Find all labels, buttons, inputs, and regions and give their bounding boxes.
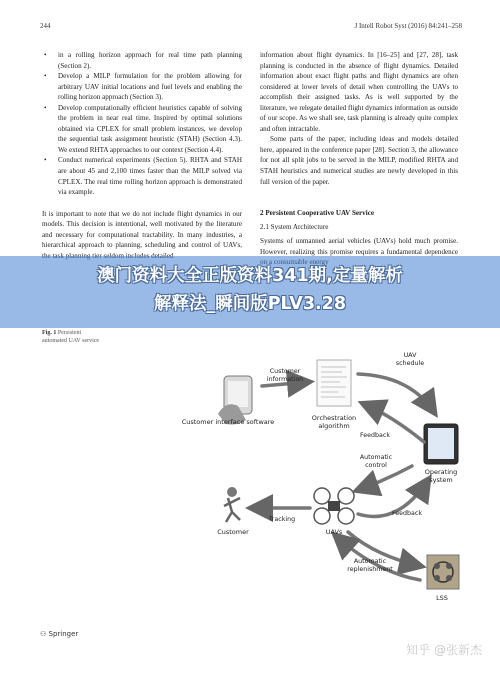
figure-label: Fig. 1 [42,330,57,336]
contribution-list [42,50,242,71]
paragraph: Some parts of the paper, including ideas and models detailed here, appeared in the conference paper [28]. Section 3, the allowance for not all split jobs to be served in the MILP, modified RHTA and STAH heuristics and numerical studies are newly developed in this full version of the paper. [260,135,458,186]
customer-label: Customer [217,528,249,536]
section-heading: 2 Persistent Cooperative UAV Service [260,209,374,218]
list-item-text: in a rolling horizon approach for real time path planning (Section 2). [58,51,242,70]
watermark: 知乎 @张新杰 [406,643,482,657]
feedback-top-label: Feedback [360,432,390,439]
customer-information-label: Customer information [266,368,304,383]
document-icon [317,360,351,406]
contribution-bullets [42,71,242,198]
uavs-label: UAVs [325,528,343,536]
journal-citation: J Intell Robot Syst (2016) 84:241–258 [354,22,462,30]
figure-caption-text: Persistent automated UAV service [42,330,100,344]
landing-station-icon [427,555,459,589]
automatic-replenishment-label: Automatic replenishment [347,558,393,573]
publisher-name: Springer [48,630,79,638]
right-column [260,50,458,268]
subsection-heading: 2.1 System Architecture [260,222,329,231]
list-item: • Conduct numerical experiments (Section 5). RHTA and STAH are about 45 and 2,100 times faster than the MILP solved via CPLEX. The real time rolling horizon approach is demonstrated via example. [42,155,242,197]
page-number: 244 [40,22,51,30]
person-icon [224,487,240,522]
paragraph: Systems of unmanned aerial vehicles (UAVs) hold much promise. However, realizing this promise requires a fundamental dependence [260,237,458,256]
paragraph: It is important to note that we do not include flight dynamics in our models. This decision is intentional, well motivated by the literature and necessary for computational tractability. In many industries, a hierarchical approach to planning, scheduling and control of UAVs, [42,209,242,250]
system-architecture-diagram [180,330,480,620]
left-column [42,50,242,261]
publisher-footer [40,630,78,638]
lss-label: LSS [436,594,448,602]
drone-icon [314,488,354,524]
paragraph: information about flight dynamics. In [16–25] and [27, 28], task planning is conducted in the absence of flight dynamics. Detailed information about exact flight paths and flight dynamics are often considered at lower levels of detail when controlling the UAVs to accomplish their assigned tasks. As is well supported by the literature, we relegate detailed flight dynamics information as outside of our scope. As we shall see, task planning is already quite complex and often intractable. [260,51,458,133]
orchestration-label: Orchestration algorithm [311,414,357,430]
tracking-label: Tracking [268,516,296,523]
overlay-line-1: 澳门资料大全正版资料341期,定量解析 [97,266,403,286]
tablet-icon [424,424,458,464]
customer-interface-label: Customer interface software [181,418,275,426]
springer-logo-icon: ⚇ [40,630,49,638]
overlay-text [0,262,500,318]
automatic-control-label: Automatic control [359,454,393,469]
overlay-line-2: 解释法_瞬间版PLV3.28 [153,294,347,314]
list-item: • Develop a MILP formulation for the problem allowing for arbitrary UAV initial locations and fuel levels and enabling the rolling horizon approach (Section 3). [42,71,242,103]
operating-system-label: Operating system [424,468,458,484]
figure-caption [42,329,102,345]
list-item [42,50,242,71]
uav-schedule-label: UAV schedule [395,352,425,367]
list-item: • Develop computationally efficient heuristics capable of solving the problem in near real time. Inspired by optimal solutions obtained via CPLEX for small problem instances, we develop the sequential task assignment heuristic (STAH) (Section 4.3). We extend RHTA approaches to our context (Section 4.4). [42,103,242,156]
feedback-right-label: Feedback [392,510,422,517]
